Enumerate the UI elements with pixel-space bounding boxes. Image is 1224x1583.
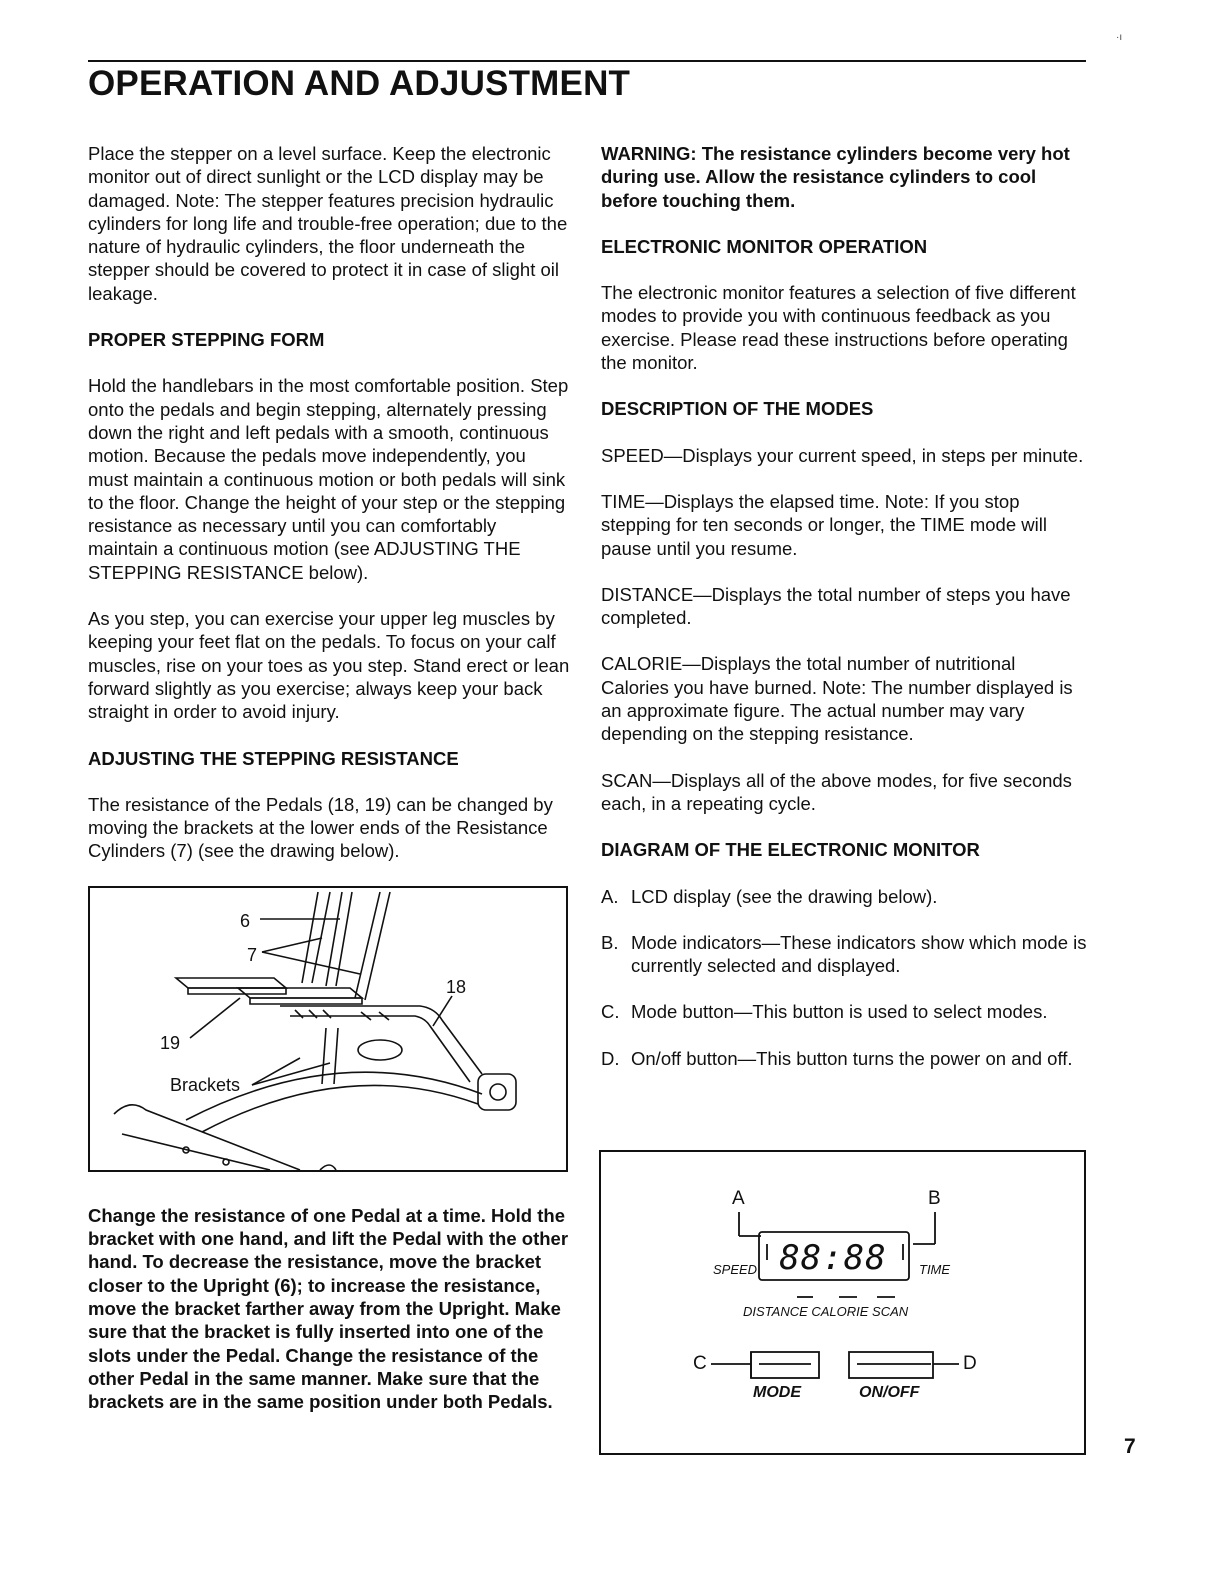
page-number: 7 xyxy=(1124,1435,1136,1458)
stepper-drawing xyxy=(88,886,568,1172)
diagram-heading: DIAGRAM OF THE ELECTRONIC MONITOR xyxy=(601,839,980,861)
monitor-diagram xyxy=(599,1150,1086,1455)
lcd-display: 88:88 xyxy=(779,1238,887,1278)
label-7: 7 xyxy=(247,944,258,965)
intro-paragraph: Place the stepper on a level surface. Keep the electronic monitor out of direct sunlight or the LCD display may be damaged. Note: The stepper features precision hydraulic cylinders for long life and trouble-free operation; due to the nature of hydraulic cylinders, the floor underneath the stepper should be covered to protect it in case of slight oil leakage. xyxy=(88,143,568,304)
mode-calorie: CALORIE—Displays the total number of nutritional Calories you have burned. Note: The number displayed is an approximate figure. The actual number may vary depending on the stepping resistance. xyxy=(601,653,1073,745)
form-paragraph-2: As you step, you can exercise your upper leg muscles by keeping your feet flat on the pedals. To focus on your calf muscles, rise on your toes as you step. Stand erect or lean forward slightly as you exercise; always keep your back straight in order to avoid injury. xyxy=(88,608,570,723)
item-text: LCD display (see the drawing below). xyxy=(631,885,938,907)
mode-speed: SPEED—Displays your current speed, in steps per minute. xyxy=(601,444,1084,466)
resistance-heading: ADJUSTING THE STEPPING RESISTANCE xyxy=(88,747,459,769)
item-letter: D. xyxy=(601,1047,620,1069)
list-item xyxy=(601,885,1087,908)
resistance-paragraph-1: The resistance of the Pedals (18, 19) can be changed by moving the brackets at the lower ends of the Resistance Cylinders (7) (see the drawing below). xyxy=(88,793,553,862)
warning-paragraph: WARNING: The resistance cylinders become very hot during use. Allow the resistance cylinders to cool before touching them. xyxy=(601,143,1070,211)
modes-heading: DESCRIPTION OF THE MODES xyxy=(601,398,874,420)
monitor-operation-heading: ELECTRONIC MONITOR OPERATION xyxy=(601,235,928,257)
item-letter: B. xyxy=(601,931,619,953)
form-paragraph-1: Hold the handlebars in the most comfortable position. Step onto the pedals and begin stepping, alternately pressing down the right and left pedals with a smooth, continuous motion. Because the pedals move independently, you must maintain a continuous motion or both pedals will sink to the floor. Change the height of your step or the stepping resistance as necessary until you can comfortably maintain a continuous motion (see ADJUSTING THE STEPPING RESISTANCE below). xyxy=(88,375,569,583)
time-indicator-label: TIME xyxy=(919,1262,951,1277)
list-item xyxy=(601,1047,1087,1070)
label-18: 18 xyxy=(446,976,467,997)
mode-button-label: MODE xyxy=(753,1384,801,1401)
label-19: 19 xyxy=(160,1032,181,1053)
right-column xyxy=(601,142,1087,1093)
monitor-diagram-lines xyxy=(601,1152,1084,1453)
diagram-label-a: A xyxy=(732,1188,745,1209)
label-6: 6 xyxy=(240,910,251,931)
proper-form-heading: PROPER STEPPING FORM xyxy=(88,329,325,351)
page-title: OPERATION AND ADJUSTMENT xyxy=(88,64,631,103)
diagram-label-d: D xyxy=(963,1353,977,1374)
header-rule xyxy=(88,60,1086,62)
list-item xyxy=(601,1000,1087,1023)
monitor-paragraph: The electronic monitor features a selection of five different modes to provide you with continuous feedback as you exercise. Please read these instructions before operating the monitor. xyxy=(601,282,1076,374)
onoff-button-label: ON/OFF xyxy=(859,1384,920,1401)
mode-scan: SCAN—Displays all of the above modes, for five seconds each, in a repeating cycle. xyxy=(601,769,1072,814)
mode-distance: DISTANCE—Displays the total number of steps you have completed. xyxy=(601,583,1071,629)
list-item xyxy=(601,931,1087,978)
mode-indicators-label: DISTANCE CALORIE SCAN xyxy=(743,1304,909,1319)
resistance-paragraph-2: Change the resistance of one Pedal at a time. Hold the bracket with one hand, and lift the Pedal with the other hand. To decrease the resistance, move the bracket closer to the Upright (6); to increase the resistance, move the bracket farther away from the Upright. Make sure that the bracket is fully inserted into one of the slots under the Pedal. Change the resistance of the other Pedal in the same manner. Make sure that the brackets are in the same position under both Pedals. xyxy=(88,1204,569,1413)
diagram-label-c: C xyxy=(693,1353,707,1374)
label-brackets: Brackets xyxy=(170,1074,241,1095)
speed-indicator-label: SPEED xyxy=(713,1262,758,1277)
mode-time: TIME—Displays the elapsed time. Note: If you stop stepping for ten seconds or longer, the TIME mode will pause until you resume. xyxy=(601,490,1047,559)
left-column xyxy=(88,142,570,1436)
item-letter: A. xyxy=(601,885,619,907)
monitor-parts-list xyxy=(601,885,1087,1070)
item-text: Mode button—This button is used to select modes. xyxy=(631,1001,1048,1023)
scan-speck: ·ı xyxy=(1116,32,1123,43)
item-text: On/off button—This button turns the power on and off. xyxy=(631,1047,1073,1069)
item-text: Mode indicators—These indicators show which mode is currently selected and displayed. xyxy=(631,931,1087,977)
stepper-illustration xyxy=(90,888,566,1170)
diagram-label-b: B xyxy=(928,1188,941,1209)
item-letter: C. xyxy=(601,1001,620,1023)
